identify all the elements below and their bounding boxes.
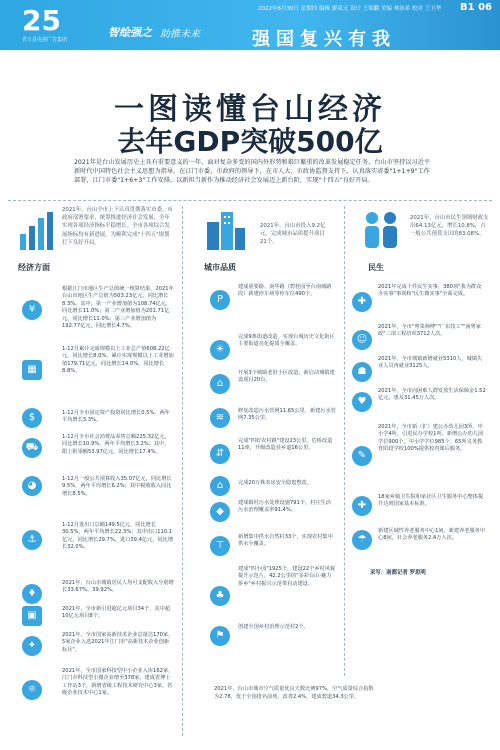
city-item-sewage: 建成镇村污水处理设施791个，村庄生活污水治理覆盖率91.4%。 [238, 500, 331, 514]
anniversary-logo-subtitle: 青万县电视广告集团 [22, 37, 68, 43]
flag-icon: ⚑ [210, 626, 230, 646]
hospital-icon: ✚ [352, 496, 372, 516]
column-divider-right [344, 206, 345, 676]
street-lamp-icon: ☀ [210, 340, 230, 360]
investment-icon: $ [22, 408, 42, 428]
city-item-houses: 完成20万株农房安全隐患整改。 [238, 480, 313, 486]
road-icon: ⇵ [210, 444, 230, 464]
parking-icon: P [210, 290, 230, 310]
economy-item-sme: 2021年，全市国家科技型中小企业入库162家，江门市科技型小微企业增至378家。建成省博士工作站3个，新增省级工程技术研究中心3家，省级企业技术中心1家。 [62, 668, 174, 697]
header-meta: 2022年6月30日 星期四 编辑 廖双元 设计 王锦鹏 美编 林泳希 校对 王卫华 [258, 6, 442, 12]
city-buildings-icon [203, 208, 247, 252]
factory-icon: ▦ [22, 360, 42, 380]
piggy-bank-icon: ◕ [22, 476, 42, 496]
livelihood-item-health: 18家乡镇卫生院和家社区卫生服务中心整体提升达到国家基本标准。 [378, 494, 484, 508]
section-divider [8, 200, 492, 201]
income-icon: ♦ [22, 584, 42, 604]
livelihood-item-subsidy: 2021年，全市向困难人群发放生活保障金1.52亿元，惠及31.45万人次。 [378, 388, 486, 402]
livelihood-item-tasks: 2021年完成十件民生实事，380项"我为群众办实事"事项和"民生微实事"全面完成。 [378, 284, 482, 298]
economy-chart-icon [18, 210, 56, 252]
header-slogan-b: 助推未来 [160, 29, 200, 40]
house-icon: ⌂ [210, 476, 230, 496]
page-title-line-2: 去年GDP突破500亿 [117, 125, 383, 158]
project-icon: ▣ [22, 606, 42, 626]
city-item-oldhouse: 开展3个城镇老旧小区改造，新启动墟镇建设项目20台。 [238, 370, 335, 384]
livelihood-item-education: 2021年，全市新（扩）建公办幼儿园3所，中小学4所，引进民办学校1所，新增公办幼儿园学位900个，中小学学位985个。65所义务教育阶段学校100%提供校内课后服务。 [378, 424, 484, 453]
village-icon: ♣ [210, 586, 230, 606]
economy-item-trade: 1-12月进出口总额149.5亿元，同比增长30.5%，两年平均增长22.3%；其中出口110.1亿元，同比增长29.7%，进口39.4亿元，同比增长32.0%。 [62, 522, 174, 551]
hi-tech-icon: ✦ [22, 636, 42, 656]
page-title-line-1: 一图读懂台山经济 [114, 92, 386, 127]
city-item-governance: 创建全国乡村治理示范村2个。 [238, 624, 309, 630]
gdp-icon: ¥ [22, 300, 42, 320]
family-icon [360, 208, 404, 252]
economy-item-investment: 1-12月全市固定资产投资同比增长0.5%，两年平均增长3.3%。 [62, 410, 170, 424]
economy-item-projects: 2021年，全市新引进超亿元项目34个，其中超10亿元项目8个。 [62, 606, 170, 620]
ship-icon: ⚓ [22, 530, 42, 550]
water-drop-icon: ◆ [210, 502, 230, 522]
city-footnote: 2021年，台山市城市空气质量优良天数比例97%，空气质量综合指数为2.78，优于全国排名前列，改善2.4%，建成碧道34.3公里。 [214, 686, 374, 700]
page-number: B1 06 [460, 2, 492, 13]
livelihood-item-employment: 2021年，全市城镇新增就业5310人，城镇失业人员再就业3125人。 [378, 356, 483, 370]
city-heading: 城市品质 [204, 263, 236, 272]
livelihood-item-elderly: 新建区域性养老服务中心1间，新建养老服务中心8间，社会养老服务2.4万人次。 [378, 528, 486, 542]
city-item-villages: 建成"四小园"1925个，建设22个乡村风貌提升示范片，42.2公里的"多彩台山·魅力侨乡"乡村振兴示范带启动建设， [238, 566, 336, 587]
livelihood-heading: 民生 [368, 263, 384, 272]
shopping-cart-icon: ⛟ [22, 438, 42, 458]
header-banner [0, 0, 500, 50]
header-slogan-a: 智绘强之 [108, 26, 152, 39]
economy-heading: 经济方面 [18, 263, 50, 272]
tap-icon: ⊤ [210, 536, 230, 556]
elderly-care-icon: ☂ [352, 530, 372, 550]
employment-icon: ☗ [352, 362, 372, 382]
economy-intro: 2021年，台山全市上下认真贯彻落实市委、市政府部署要求，统筹推进经济社会发展，全年实现各项经济指标平稳增长。全市各项综合发展指标均有新进展，为顺利完成"十四五"规划打下良好开局。 [62, 207, 173, 246]
economy-item-income: 2021年，台山市城镇居民人均可支配收入分别增长33.67%、39.92%。 [62, 580, 174, 594]
livelihood-intro: 2021年，台山市民生领域财政支出64.13亿元，增长10.8%，占一般公共预算支出的83.08%。 [410, 215, 489, 238]
livelihood-item-training: 2021年，全市"粤菜师傅""广东技工""南粤家政"三项工程培训3712人次。 [378, 324, 481, 338]
economy-item-retail: 1-12月全市社会消费品零售总额225.32亿元，同比增长10.9%，两年平均增长3.2%；其中，限上批零额53.97亿元，同比增长17.4%。 [62, 434, 170, 455]
city-item-water: 新增集中供水自然村33个，实现农村集中供水全覆盖。 [238, 534, 333, 548]
author-credit: 采写：南都记者 罗思明 [370, 570, 426, 576]
lead-paragraph: 2021年是台山发展历史上具有重要意义的一年，面对复杂多变的国内外形势和艰巨繁重的改革发展稳定任务，台山市坚持以习近平新时代中国特色社会主义思想为指导，在江门市委、市政府的领导下，在市人大、市政协监督支持下，认真落实省委"1+1+9"工作部署，江门市委"1+6+3"工作安排，以新担当新作为推动经济社会发展迈上新台阶，实现"十四五"良好开局。 [74, 159, 431, 184]
economy-item-gdp: 根据江门市地区生产总值统一核算结果，2021年台山市地区生产总值为503.23亿元，同比增长8.3%。其中，第一产业增加值为108.74亿元，同比增长11.0%；第二产业增加值为201.71亿元，同比增长11.0%；第三产业增加值为192.77亿元，同比增长4.7%。 [62, 286, 174, 330]
school-icon: ✎ [352, 446, 372, 466]
city-item-parking: 建成重要路、南华路（碧桂园至台南城路段）新建停车场等停车位490个。 [238, 284, 332, 298]
subsidy-icon: ♥ [352, 392, 372, 412]
city-item-pipes: 修复改造污水管网11.65公里，新建污水管网7.35公里。 [238, 408, 336, 422]
economy-item-budget: 1-12月一般公共预算收入35.07亿元，同比增长9.5%，两年平均增长6.2%；其中税收收入同比增长8.5%。 [62, 476, 172, 497]
pipe-icon: ≋ [210, 408, 230, 428]
column-divider-left [182, 206, 183, 736]
building-icon: ⌂ [210, 374, 230, 394]
header-title: 强国复兴有我 [252, 29, 396, 50]
gift-icon: ✚ [352, 292, 372, 312]
anniversary-logo-number: 25 [22, 4, 61, 37]
city-item-roads: 完成"四好农村路"建设23公里，危桥改造11座，开级改造县乡道16公里。 [238, 438, 333, 452]
economy-item-industry: 1-12月累计完成规模以上工业总产值608.22亿元，同比增长8.0%，累计实现规模以上工业增加值179.71亿元，同比增长14.0%，同比增长8.8%。 [62, 346, 174, 375]
economy-item-hitech: 2021年，全市国家高新技术企业总量达170家，5家企业入选2021年江门市"高新技术企业创新标兵"。 [62, 632, 174, 653]
chef-icon: ☺ [352, 330, 372, 350]
science-icon: ⚛ [22, 680, 42, 700]
city-intro: 2021年，台山市投入9.2亿元，完成城市品质提升项目21个。 [260, 223, 326, 246]
city-item-streets: 完成9条街道改造，实现台城历史文化街区主要街道亮化提质全覆盖。 [238, 334, 335, 348]
